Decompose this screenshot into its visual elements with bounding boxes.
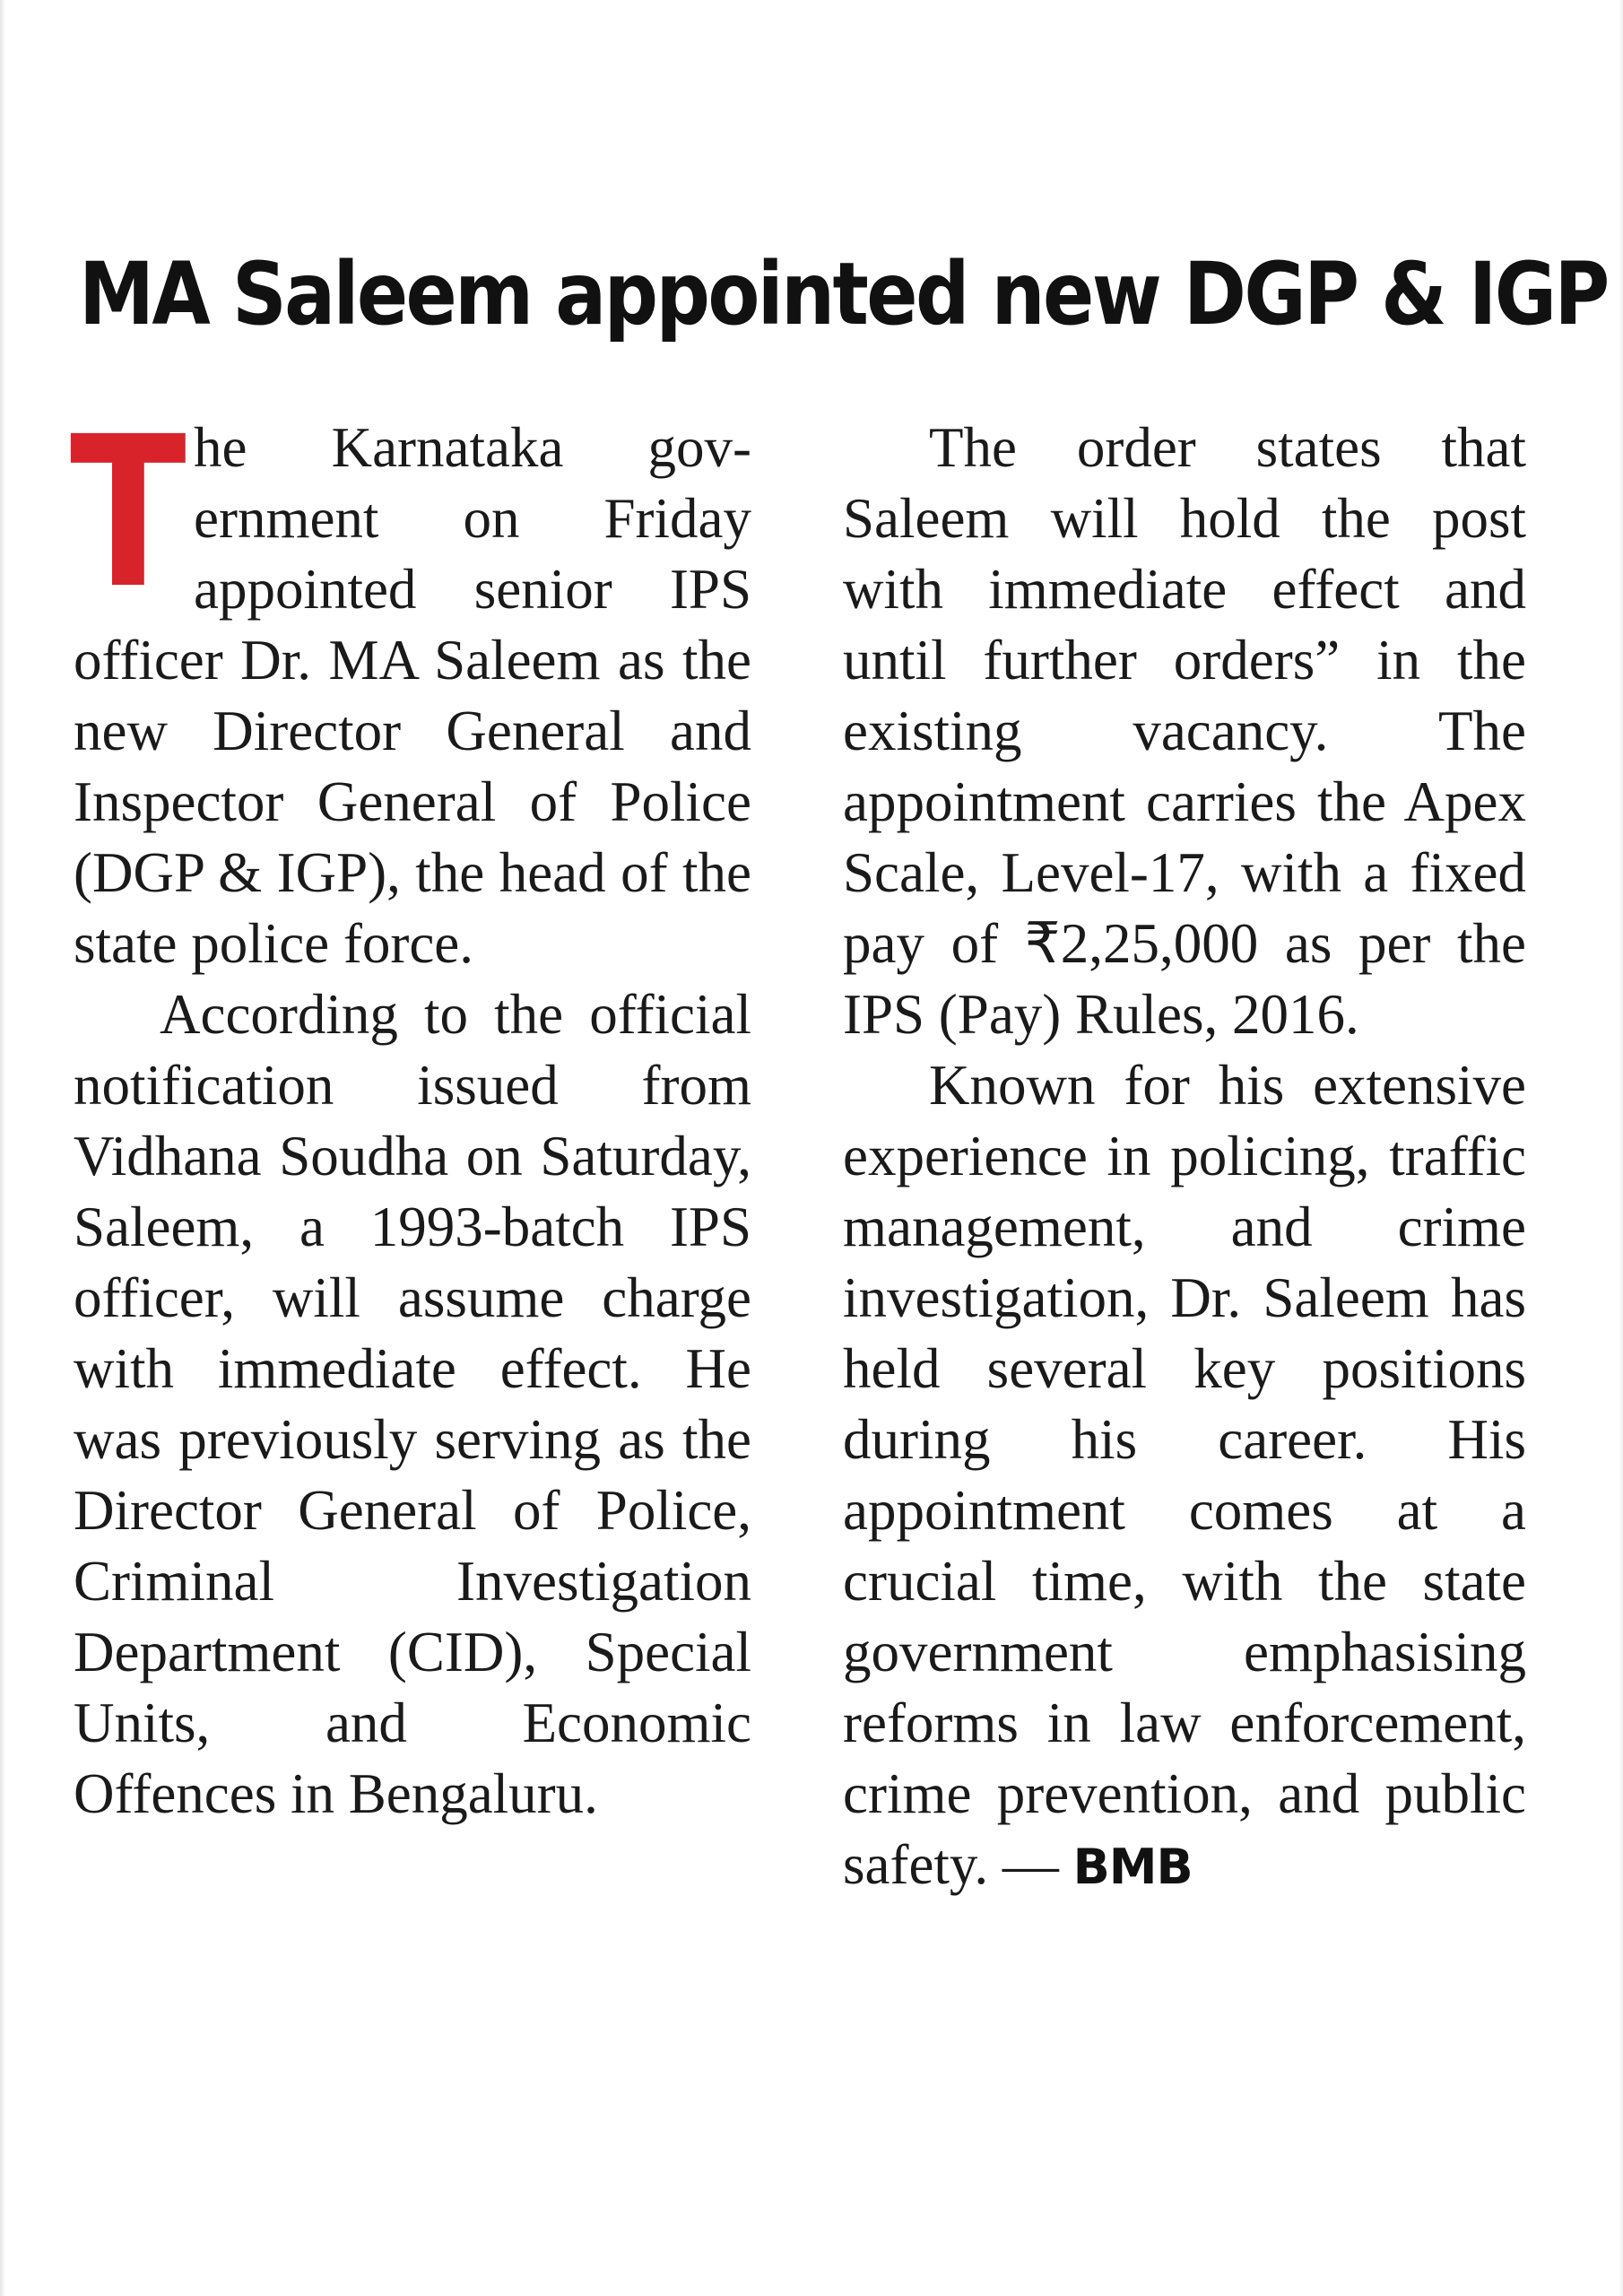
scan-edge-left — [0, 0, 5, 2296]
article-column-left — [70, 392, 751, 1830]
byline: BMB — [1072, 1839, 1193, 1895]
article-column-right — [843, 413, 1526, 1902]
paragraph-2: According to the official notification issued from Vidhana Soudha on Saturday, Saleem, a 1993-batch IPS officer, will assume charge with immediate effect. He was previously serving as the Director General of Police, Criminal Investigation Department (CID), Special Units, and Economic Offences in Bengaluru. — [74, 983, 751, 1825]
scan-edge-right — [1619, 0, 1623, 2296]
paragraph-4 — [843, 1050, 1526, 1902]
drop-cap: T — [70, 392, 187, 634]
paragraph-4-text: Known for his extensive experience in policing, traffic management, and crime investigation, Dr. Saleem has held several key positions during his career. His appointment comes at a crucial time, with the state government emphasising reforms in law enforcement, crime prevention, and public safety. — — [843, 1054, 1526, 1896]
paragraph-1-text: he Karnataka government on Friday appointed senior IPS officer Dr. MA Saleem as the new Director General and Inspector General of Police (DGP & IGP), the head of the state police force. — [74, 416, 751, 975]
paragraph-3: The order states that Saleem will hold the post with immediate effect and until further orders” in the existing vacancy. The appointment carries the Apex Scale, Level-17, with a fixed pay of ₹2,25,000 as per the IPS (Pay) Rules, 2016. — [843, 416, 1526, 1046]
headline: MA Saleem appointed new DGP & IGP — [79, 244, 1608, 344]
paragraph-1 — [70, 392, 751, 979]
